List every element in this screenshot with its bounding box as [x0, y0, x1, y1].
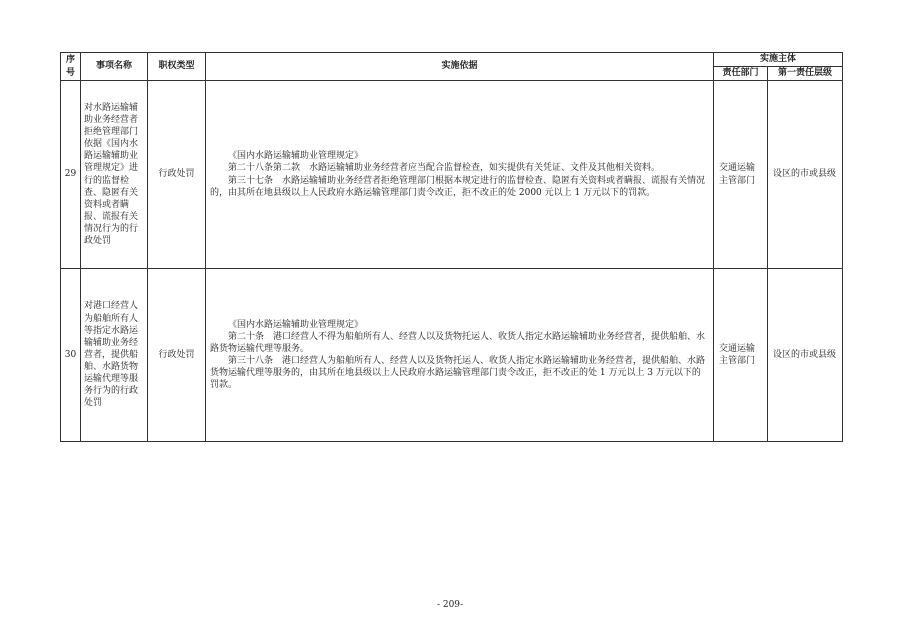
power-type: 行政处罚 — [148, 81, 206, 269]
header-seq — [61, 53, 81, 81]
basis-line: 第三十七条 水路运输辅助业务经营者拒绝管理部门根据本规定进行的监督检查、隐匿有关资料或者瞒报、谎报有关情况的，由其所在地县级以上人民政府水路运输管理部门责令改正，拒不改正的处 2000 元以上 1 万元以下的罚款。 — [210, 175, 706, 198]
header-first-level: 第一责任层级 — [768, 67, 843, 81]
item-name: 对水路运输辅助业务经营者拒绝管理部门依据《国内水路运输辅助业管理规定》进行的监督检查、隐匿有关资料或者瞒报、谎报有关情况行为的行政处罚 — [81, 81, 148, 269]
row-number: 29 — [61, 81, 81, 269]
basis-line: 第二十条 港口经营人不得为船舶所有人、经营人以及货物托运人、收货人指定水路运输辅助业务经营者，提供船舶、水路货物运输代理等服务。 — [210, 331, 706, 354]
header-power-type: 职权类型 — [148, 53, 206, 81]
basis-line: 第三十八条 港口经营人为船舶所有人、经营人以及货物托运人、收货人指定水路运输辅助业务经营者，提供船舶、水路货物运输代理等服务的，由其所在地县级以上人民政府水路运输管理部门责令改正，拒不改正的处 1 万元以上 3 万元以下的罚款。 — [210, 356, 706, 391]
power-type: 行政处罚 — [148, 269, 206, 442]
responsible-dept: 交通运输主管部门 — [714, 81, 768, 269]
basis-line: 第二十八条第二款 水路运输辅助业务经营者应当配合监督检查，如实提供有关凭证、文件及其他相关资料。 — [228, 163, 661, 174]
header-resp-dept: 责任部门 — [714, 67, 768, 81]
header-item-name: 事项名称 — [81, 53, 148, 81]
header-row — [61, 53, 843, 67]
page-number: - 209- — [436, 600, 464, 610]
table-row — [61, 81, 843, 269]
table-row — [61, 269, 843, 442]
first-level: 设区的市或县级 — [768, 81, 843, 269]
header-seq-text: 序 号 — [65, 55, 75, 78]
row-number: 30 — [61, 269, 81, 442]
item-name: 对港口经营人为船舶所有人等指定水路运输辅助业务经营者，提供船舶、水路货物运输代理等服务行为的行政处罚 — [81, 269, 148, 442]
basis-line: 《国内水路运输辅助业管理规定》 — [228, 151, 364, 162]
header-basis: 实施依据 — [206, 53, 714, 81]
responsible-dept: 交通运输主管部门 — [714, 269, 768, 442]
first-level: 设区的市或县级 — [768, 269, 843, 442]
authority-table — [60, 52, 843, 442]
header-subject: 实施主体 — [714, 53, 843, 67]
basis-line: 《国内水路运输辅助业管理规定》 — [228, 319, 364, 330]
implementation-basis — [206, 269, 714, 442]
implementation-basis — [206, 81, 714, 269]
